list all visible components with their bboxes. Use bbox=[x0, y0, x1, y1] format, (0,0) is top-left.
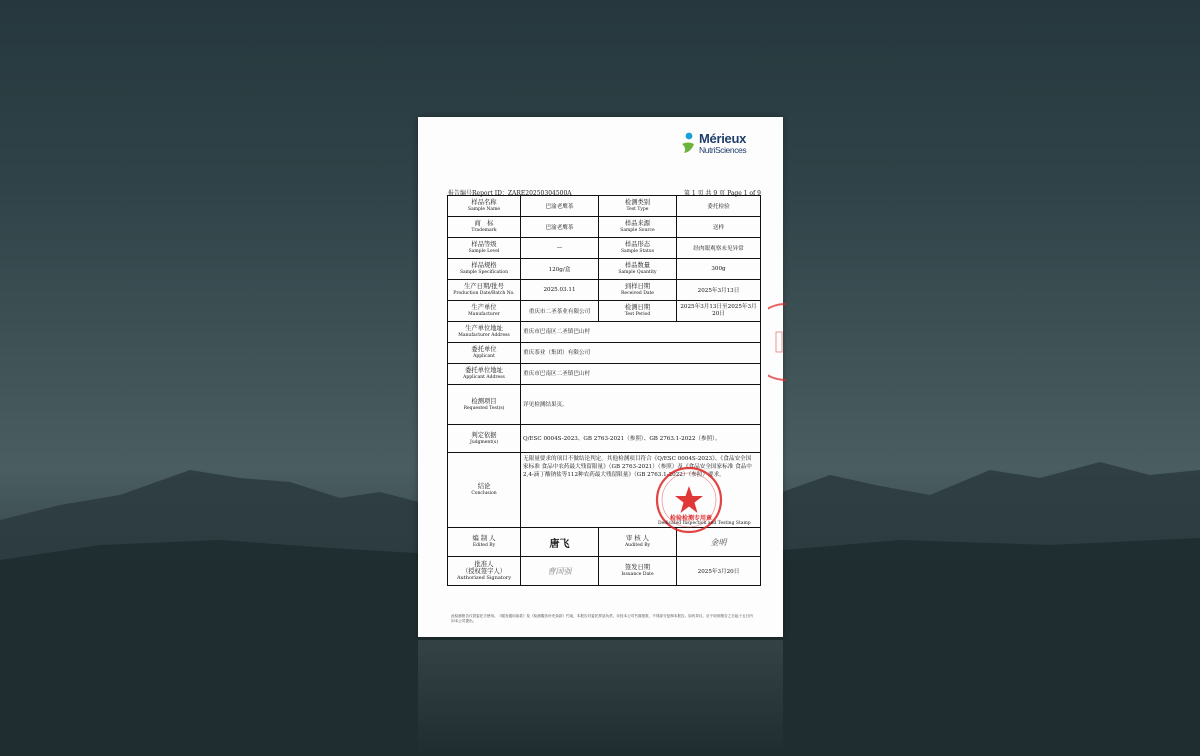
report-id: 报告编号Report ID：ZARE20250304500A bbox=[448, 190, 572, 197]
conclusion-text: 无限量要求的项目不做结论判定。其他检测项目符合《Q/ESC 0004S-2023》、《食品安全国家标准 食品中农药最大残留限量》（GB 2763-2021）（参照）及《食品安全国家标准 食品中2,4-滴丁酸钠盐等112种农药最大残留限量》（GB 2763.1-2022）（参照）要求。 bbox=[523, 456, 752, 478]
label-conclusion: 结论 Conclusion bbox=[448, 453, 521, 528]
label-sample-status: 样品形态 Sample Status bbox=[599, 238, 677, 259]
value-test-period: 2025年3月13日至2025年3月20日 bbox=[677, 301, 761, 322]
label-sample-qty: 样品数量 Sample Quantity bbox=[599, 259, 677, 280]
value-issuance-date: 2025年3月20日 bbox=[677, 557, 761, 586]
value-conclusion bbox=[521, 453, 761, 528]
value-prod-date: 2025.03.11 bbox=[521, 280, 599, 301]
seam-stamp bbox=[768, 302, 788, 382]
signature-audited-by: 金明 bbox=[677, 528, 761, 557]
logo-leaf-icon bbox=[681, 132, 697, 154]
label-sample-spec: 样品规格 Sample Specification bbox=[448, 259, 521, 280]
footer-disclaimer: 此检测报告仅供委托方使用。《服务通用条款》及《检测服务补充条款》约束，本报告对委托样品负责。未经本公司书面批准，不得部分复制本报告。如有异议，应于收到报告之日起十五日内向本公司提出。 bbox=[451, 614, 753, 623]
label-manufacturer: 生产单位 Manufacturer bbox=[448, 301, 521, 322]
label-mfr-address: 生产单位地址 Manufacturer Address bbox=[448, 322, 521, 343]
label-received-date: 到样日期 Received Date bbox=[599, 280, 677, 301]
label-applicant-address: 委托单位地址 Applicant Address bbox=[448, 364, 521, 385]
document-reflection bbox=[418, 640, 783, 756]
label-trademark: 商 标 Trademark bbox=[448, 217, 521, 238]
value-mfr-address: 重庆市巴南区二圣镇巴山村 bbox=[521, 322, 761, 343]
signature-authorized: 曹国强 bbox=[521, 557, 599, 586]
logo-subtitle: NutriSciences bbox=[699, 145, 747, 155]
signature-edited-by: 唐飞 bbox=[521, 528, 599, 557]
label-issuance-date: 签发日期 Issuance Date bbox=[599, 557, 677, 586]
label-edited-by: 编 制 人 Edited By bbox=[448, 528, 521, 557]
value-requested-tests: 详见检测结果页。 bbox=[521, 385, 761, 425]
value-judgment: Q/ESC 0004S-2023、GB 2763-2021（参照）、GB 2763.1-2022（参照）。 bbox=[521, 425, 761, 453]
label-audited-by: 审 核 人 Audited By bbox=[599, 528, 677, 557]
merieux-logo bbox=[681, 132, 771, 156]
label-applicant: 委托单位 Applicant bbox=[448, 343, 521, 364]
value-sample-level: — bbox=[521, 238, 599, 259]
label-authorized-signatory: 批准人 （授权签字人） Authorized Signatory bbox=[448, 557, 521, 586]
value-applicant-address: 重庆市巴南区二圣镇巴山村 bbox=[521, 364, 761, 385]
value-trademark: 巴渝老鹰茶 bbox=[521, 217, 599, 238]
label-test-period: 检测日期 Test Period bbox=[599, 301, 677, 322]
value-received-date: 2025年3月13日 bbox=[677, 280, 761, 301]
label-sample-source: 样品来源 Sample Source bbox=[599, 217, 677, 238]
label-test-type: 检测类别 Test Type bbox=[599, 196, 677, 217]
stamp-caption: Dedicated Inspection and Testing Stamp bbox=[658, 521, 751, 526]
label-requested-tests: 检测项目 Requested Test(s) bbox=[448, 385, 521, 425]
stamp-text: 检验检测专用章 bbox=[670, 515, 713, 522]
page-number: 第 1 页 共 9 页 Page 1 of 9 bbox=[683, 190, 761, 197]
value-test-type: 委托检验 bbox=[677, 196, 761, 217]
test-report-document bbox=[418, 117, 783, 637]
label-judgment: 判定依据 Judgment(s) bbox=[448, 425, 521, 453]
logo-brand: Mérieux bbox=[699, 131, 747, 146]
value-sample-qty: 300g bbox=[677, 259, 761, 280]
value-manufacturer: 重庆市二圣茶业有限公司 bbox=[521, 301, 599, 322]
label-sample-name: 样品名称 Sample Name bbox=[448, 196, 521, 217]
label-prod-date: 生产日期/批号 Production Date/Batch No. bbox=[448, 280, 521, 301]
value-sample-name: 巴渝老鹰茶 bbox=[521, 196, 599, 217]
value-applicant: 重庆茶业（集团）有限公司 bbox=[521, 343, 761, 364]
label-sample-level: 样品等级 Sample Level bbox=[448, 238, 521, 259]
value-sample-status: 经肉眼观察未见异常 bbox=[677, 238, 761, 259]
value-sample-spec: 120g/盒 bbox=[521, 259, 599, 280]
value-sample-source: 送样 bbox=[677, 217, 761, 238]
